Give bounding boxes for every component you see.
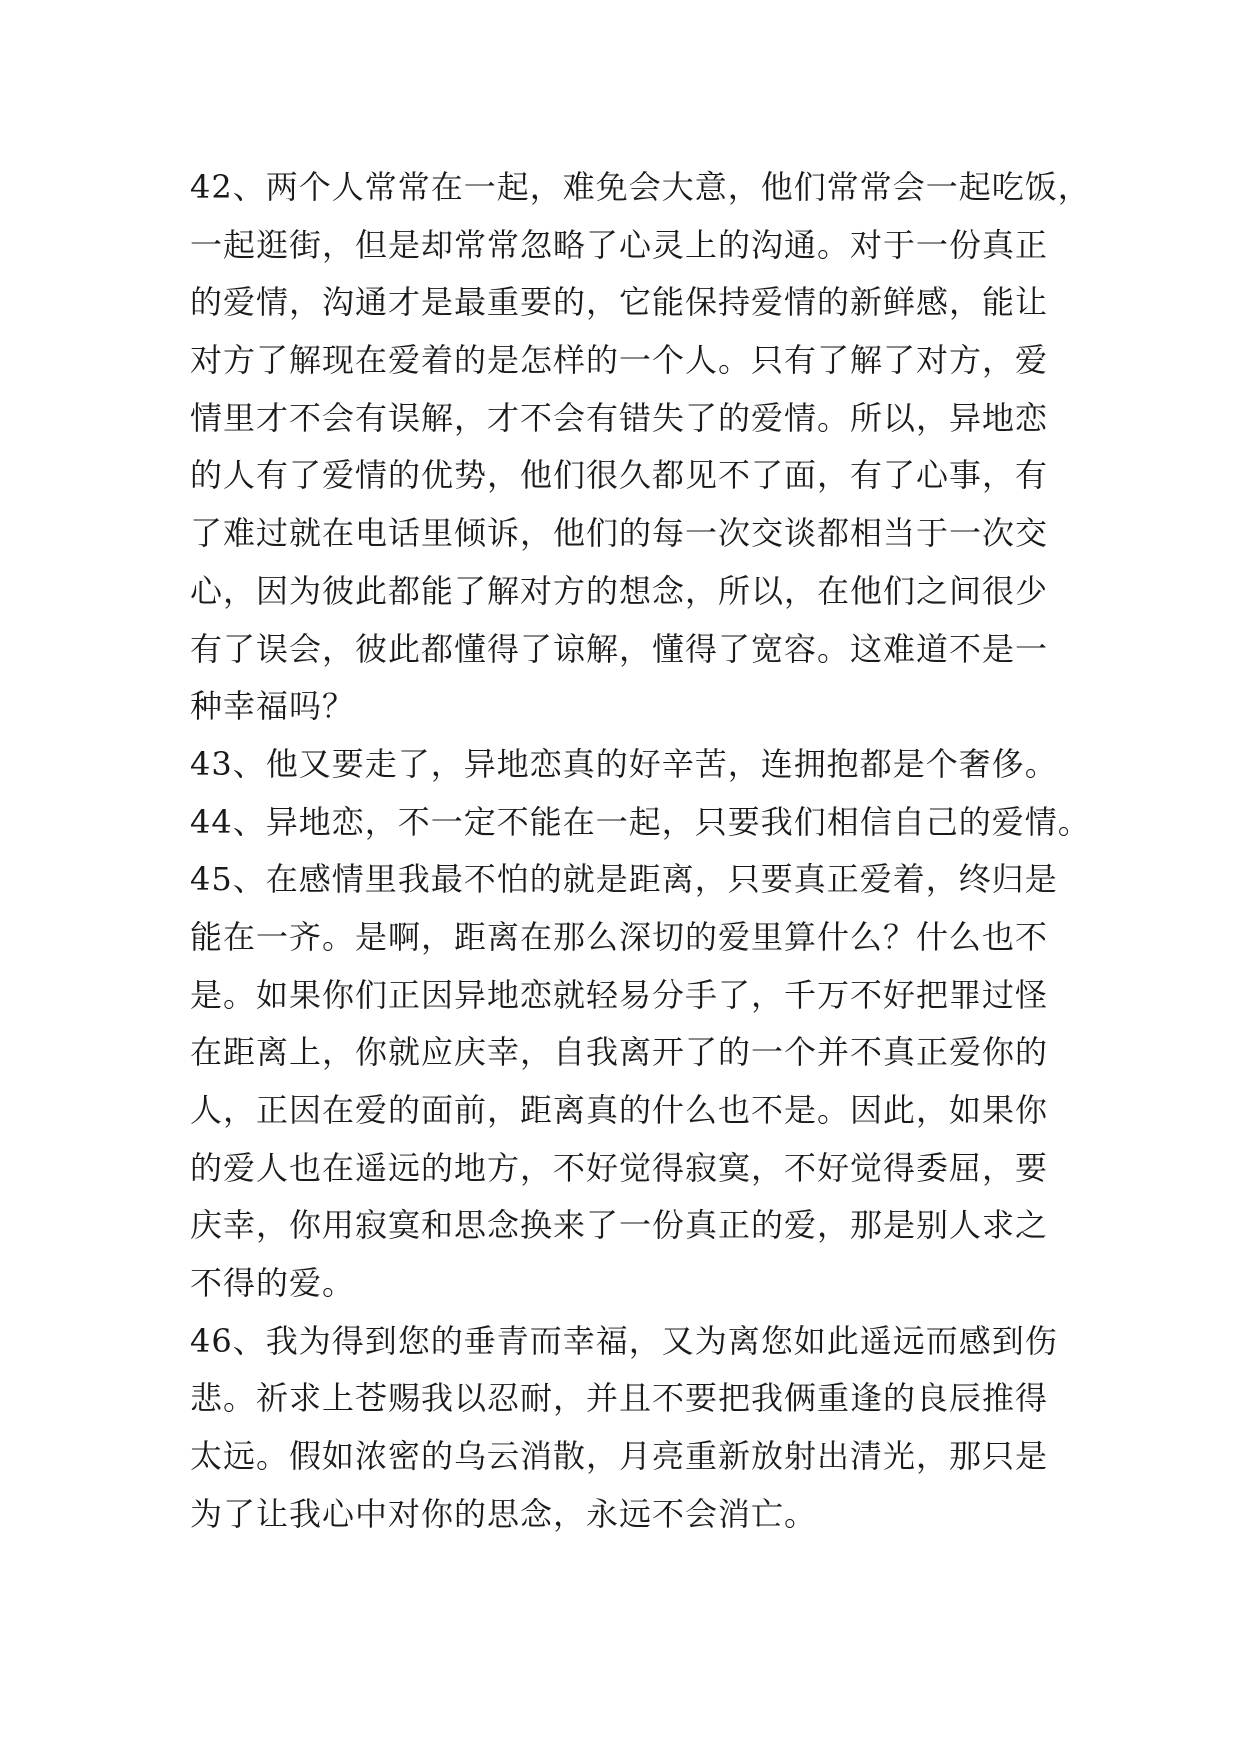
text-line: 44、异地恋，不一定不能在一起，只要我们相信自己的爱情。 xyxy=(190,802,1091,841)
text-line: 43、他又要走了，异地恋真的好辛苦，连拥抱都是个奢侈。 xyxy=(190,744,1058,783)
text-line: 为了让我心中对你的思念，永远不会消亡。 xyxy=(190,1494,818,1533)
text-line: 不得的爱。 xyxy=(190,1264,356,1303)
text-line: 一起逛街，但是却常常忽略了心灵上的沟通。对于一份真正 xyxy=(190,225,1049,264)
text-line: 46、我为得到您的垂青而幸福，又为离您如此遥远而感到伤 xyxy=(190,1321,1058,1360)
text-line: 能在一齐。是啊，距离在那么深切的爱里算什么？什么也不 xyxy=(190,917,1049,956)
text-line: 的人有了爱情的优势，他们很久都见不了面，有了心事，有 xyxy=(190,456,1049,495)
text-line: 了难过就在电话里倾诉，他们的每一次交谈都相当于一次交 xyxy=(190,514,1049,553)
text-line: 太远。假如浓密的乌云消散，月亮重新放射出清光，那只是 xyxy=(190,1437,1049,1476)
text-line: 在距离上，你就应庆幸，自我离开了的一个并不真正爱你的 xyxy=(190,1033,1049,1072)
text-line: 42、两个人常常在一起，难免会大意，他们常常会一起吃饭， xyxy=(190,168,1091,206)
text-line: 人，正因在爱的面前，距离真的什么也不是。因此，如果你 xyxy=(190,1091,1049,1129)
text-line: 的爱情，沟通才是最重要的，它能保持爱情的新鲜感，能让 xyxy=(190,283,1049,322)
text-line: 庆幸，你用寂寞和思念换来了一份真正的爱，那是别人求之 xyxy=(190,1206,1049,1245)
text-line: 45、在感情里我最不怕的就是距离，只要真正爱着，终归是 xyxy=(190,860,1058,899)
text-line: 的爱人也在遥远的地方，不好觉得寂寞，不好觉得委屈，要 xyxy=(190,1148,1049,1187)
text-line: 悲。祈求上苍赐我以忍耐，并且不要把我俩重逢的良辰推得 xyxy=(190,1379,1049,1418)
text-line: 心，因为彼此都能了解对方的想念，所以，在他们之间很少 xyxy=(190,571,1049,610)
text-line: 是。如果你们正因异地恋就轻易分手了，千万不好把罪过怪 xyxy=(190,975,1049,1014)
text-line: 对方了解现在爱着的是怎样的一个人。只有了解了对方，爱 xyxy=(190,341,1049,380)
document-body xyxy=(190,159,1200,1544)
text-line: 种幸福吗？ xyxy=(190,687,356,726)
text-line: 情里才不会有误解，才不会有错失了的爱情。所以，异地恋 xyxy=(190,398,1049,437)
text-line: 有了误会，彼此都懂得了谅解，懂得了宽容。这难道不是一 xyxy=(190,629,1049,668)
